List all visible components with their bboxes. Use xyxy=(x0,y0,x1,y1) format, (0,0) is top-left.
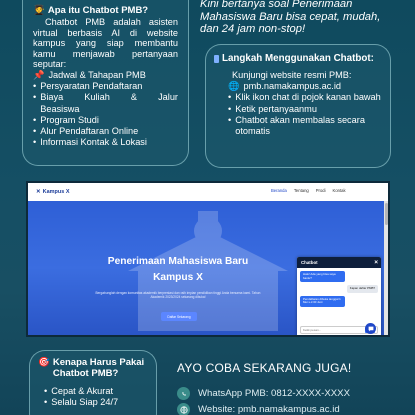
bullet-icon: • xyxy=(228,103,232,114)
why-title: 🎯 Kenapa Harus Pakai Chatbot PMB? xyxy=(38,357,145,379)
list-item: Kunjungi website resmi PMB: xyxy=(232,70,352,80)
hero-title-line-2: Kampus X xyxy=(153,272,203,283)
chat-message-user: Kapan daftar PMB? xyxy=(347,285,378,293)
info-card-body: Chatbot PMB adalah asisten virtual berbasis AI di website kampus yang siap membantu kamu menjawab pertanyaan seputar: xyxy=(33,17,178,70)
bullet-icon: • xyxy=(44,397,48,408)
chat-messages xyxy=(297,268,381,310)
contact-website[interactable]: Website: pmb.namakampus.ac.id xyxy=(177,403,340,415)
register-now-button[interactable]: Daftar Sekarang xyxy=(161,312,197,321)
target-icon: 🎯 xyxy=(38,357,50,368)
chat-bubble-icon xyxy=(368,326,374,332)
chatbot-header: Chatbot × xyxy=(297,257,381,268)
bullet-icon: • xyxy=(33,137,37,148)
list-item: 📌 Jadwal & Tahapan PMB xyxy=(33,69,146,80)
list-item: • Klik ikon chat di pojok kanan bawah xyxy=(228,92,381,103)
nav-link-kontak[interactable]: Kontak xyxy=(332,188,346,193)
bullet-icon: • xyxy=(228,92,232,103)
campus-building-icon xyxy=(118,211,298,331)
chat-launcher-button[interactable] xyxy=(365,323,376,334)
contact-whatsapp[interactable]: WhatsApp PMB: 0812-XXXX-XXXX xyxy=(177,387,350,400)
website-screenshot xyxy=(26,181,390,337)
bullet-icon: • xyxy=(228,114,232,125)
bullet-icon: • xyxy=(33,81,37,92)
list-item: • Ketik pertanyaanmu xyxy=(228,103,317,114)
globe-icon: 🌐 xyxy=(228,81,240,92)
list-item: • Alur Pendaftaran Online xyxy=(33,125,139,136)
list-item: • Selalu Siap 24/7 xyxy=(44,397,119,408)
student-emoji-icon: 🧑‍🎓 xyxy=(33,5,45,16)
list-item: • Persyaratan Pendaftaran xyxy=(33,81,143,92)
cta-title: AYO COBA SEKARANG JUGA! xyxy=(177,361,352,375)
list-item: • Chatbot akan membalas secara otomatis xyxy=(228,114,365,137)
whatsapp-icon xyxy=(177,387,190,400)
nav-link-tentang[interactable]: Tentang xyxy=(293,188,309,193)
mobile-phone-icon xyxy=(214,55,219,63)
chat-message-bot: Pendaftaran dibuka tanggal 1 Mei s.d 30 Juni xyxy=(300,296,345,307)
site-nav-menu xyxy=(271,188,346,193)
scrollbar-thumb[interactable] xyxy=(385,203,388,225)
bullet-icon: • xyxy=(33,114,37,125)
info-card-steps xyxy=(205,44,391,168)
chat-message-bot: Halo! Ada yang bisa saya bantu? xyxy=(300,271,345,282)
why-list xyxy=(38,386,148,408)
steps-title: Langkah Menggunakan Chatbot: xyxy=(214,53,382,64)
bullet-icon: • xyxy=(44,386,48,396)
site-navbar xyxy=(28,183,388,201)
steps-list xyxy=(214,70,382,137)
nav-link-prodi[interactable]: Prodi xyxy=(315,188,326,193)
graduation-cap-icon: ✕ xyxy=(36,189,41,195)
list-item: • Cepat & Akurat xyxy=(44,386,114,396)
list-item: • Informasi Kontak & Lokasi xyxy=(33,137,147,148)
hero-banner xyxy=(28,201,386,335)
info-card-title: 🧑‍🎓 Apa itu Chatbot PMB? xyxy=(33,5,149,16)
list-item: 🌐 pmb.namakampus.ac.id xyxy=(228,81,341,92)
info-card-why xyxy=(29,350,157,415)
globe-icon xyxy=(177,403,190,415)
close-icon[interactable]: × xyxy=(374,258,378,266)
nav-link-beranda[interactable]: Beranda xyxy=(271,188,287,193)
chat-input-placeholder: Ketik pesan... xyxy=(303,328,322,332)
site-logo[interactable]: ✕ Kampus X xyxy=(36,189,70,195)
tagline: Kini bertanya soal Penerimaan Mahasiswa Baru bisa cepat, mudah, dan 24 jam non-stop! xyxy=(200,0,381,36)
bullet-icon: • xyxy=(33,92,37,103)
list-item: • Biaya Kuliah & Jalur Beasiswa xyxy=(33,92,178,114)
bullet-icon: • xyxy=(33,125,37,136)
info-card-what-is xyxy=(22,0,189,166)
hero-title: Penerimaan Mahasiswa Baru xyxy=(107,256,249,267)
features-list xyxy=(33,70,178,148)
list-item: • Program Studi xyxy=(33,114,99,125)
pushpin-icon: 📌 xyxy=(33,69,45,80)
hero-subtitle: Bergabunglah dengan komunitas akademik berprestasi dan raih impian pendidikan tinggi Anda bersama kami. Tahun Akademik 2023/2024 sekarang dibuka! xyxy=(95,291,261,300)
scrollbar[interactable] xyxy=(384,201,388,335)
